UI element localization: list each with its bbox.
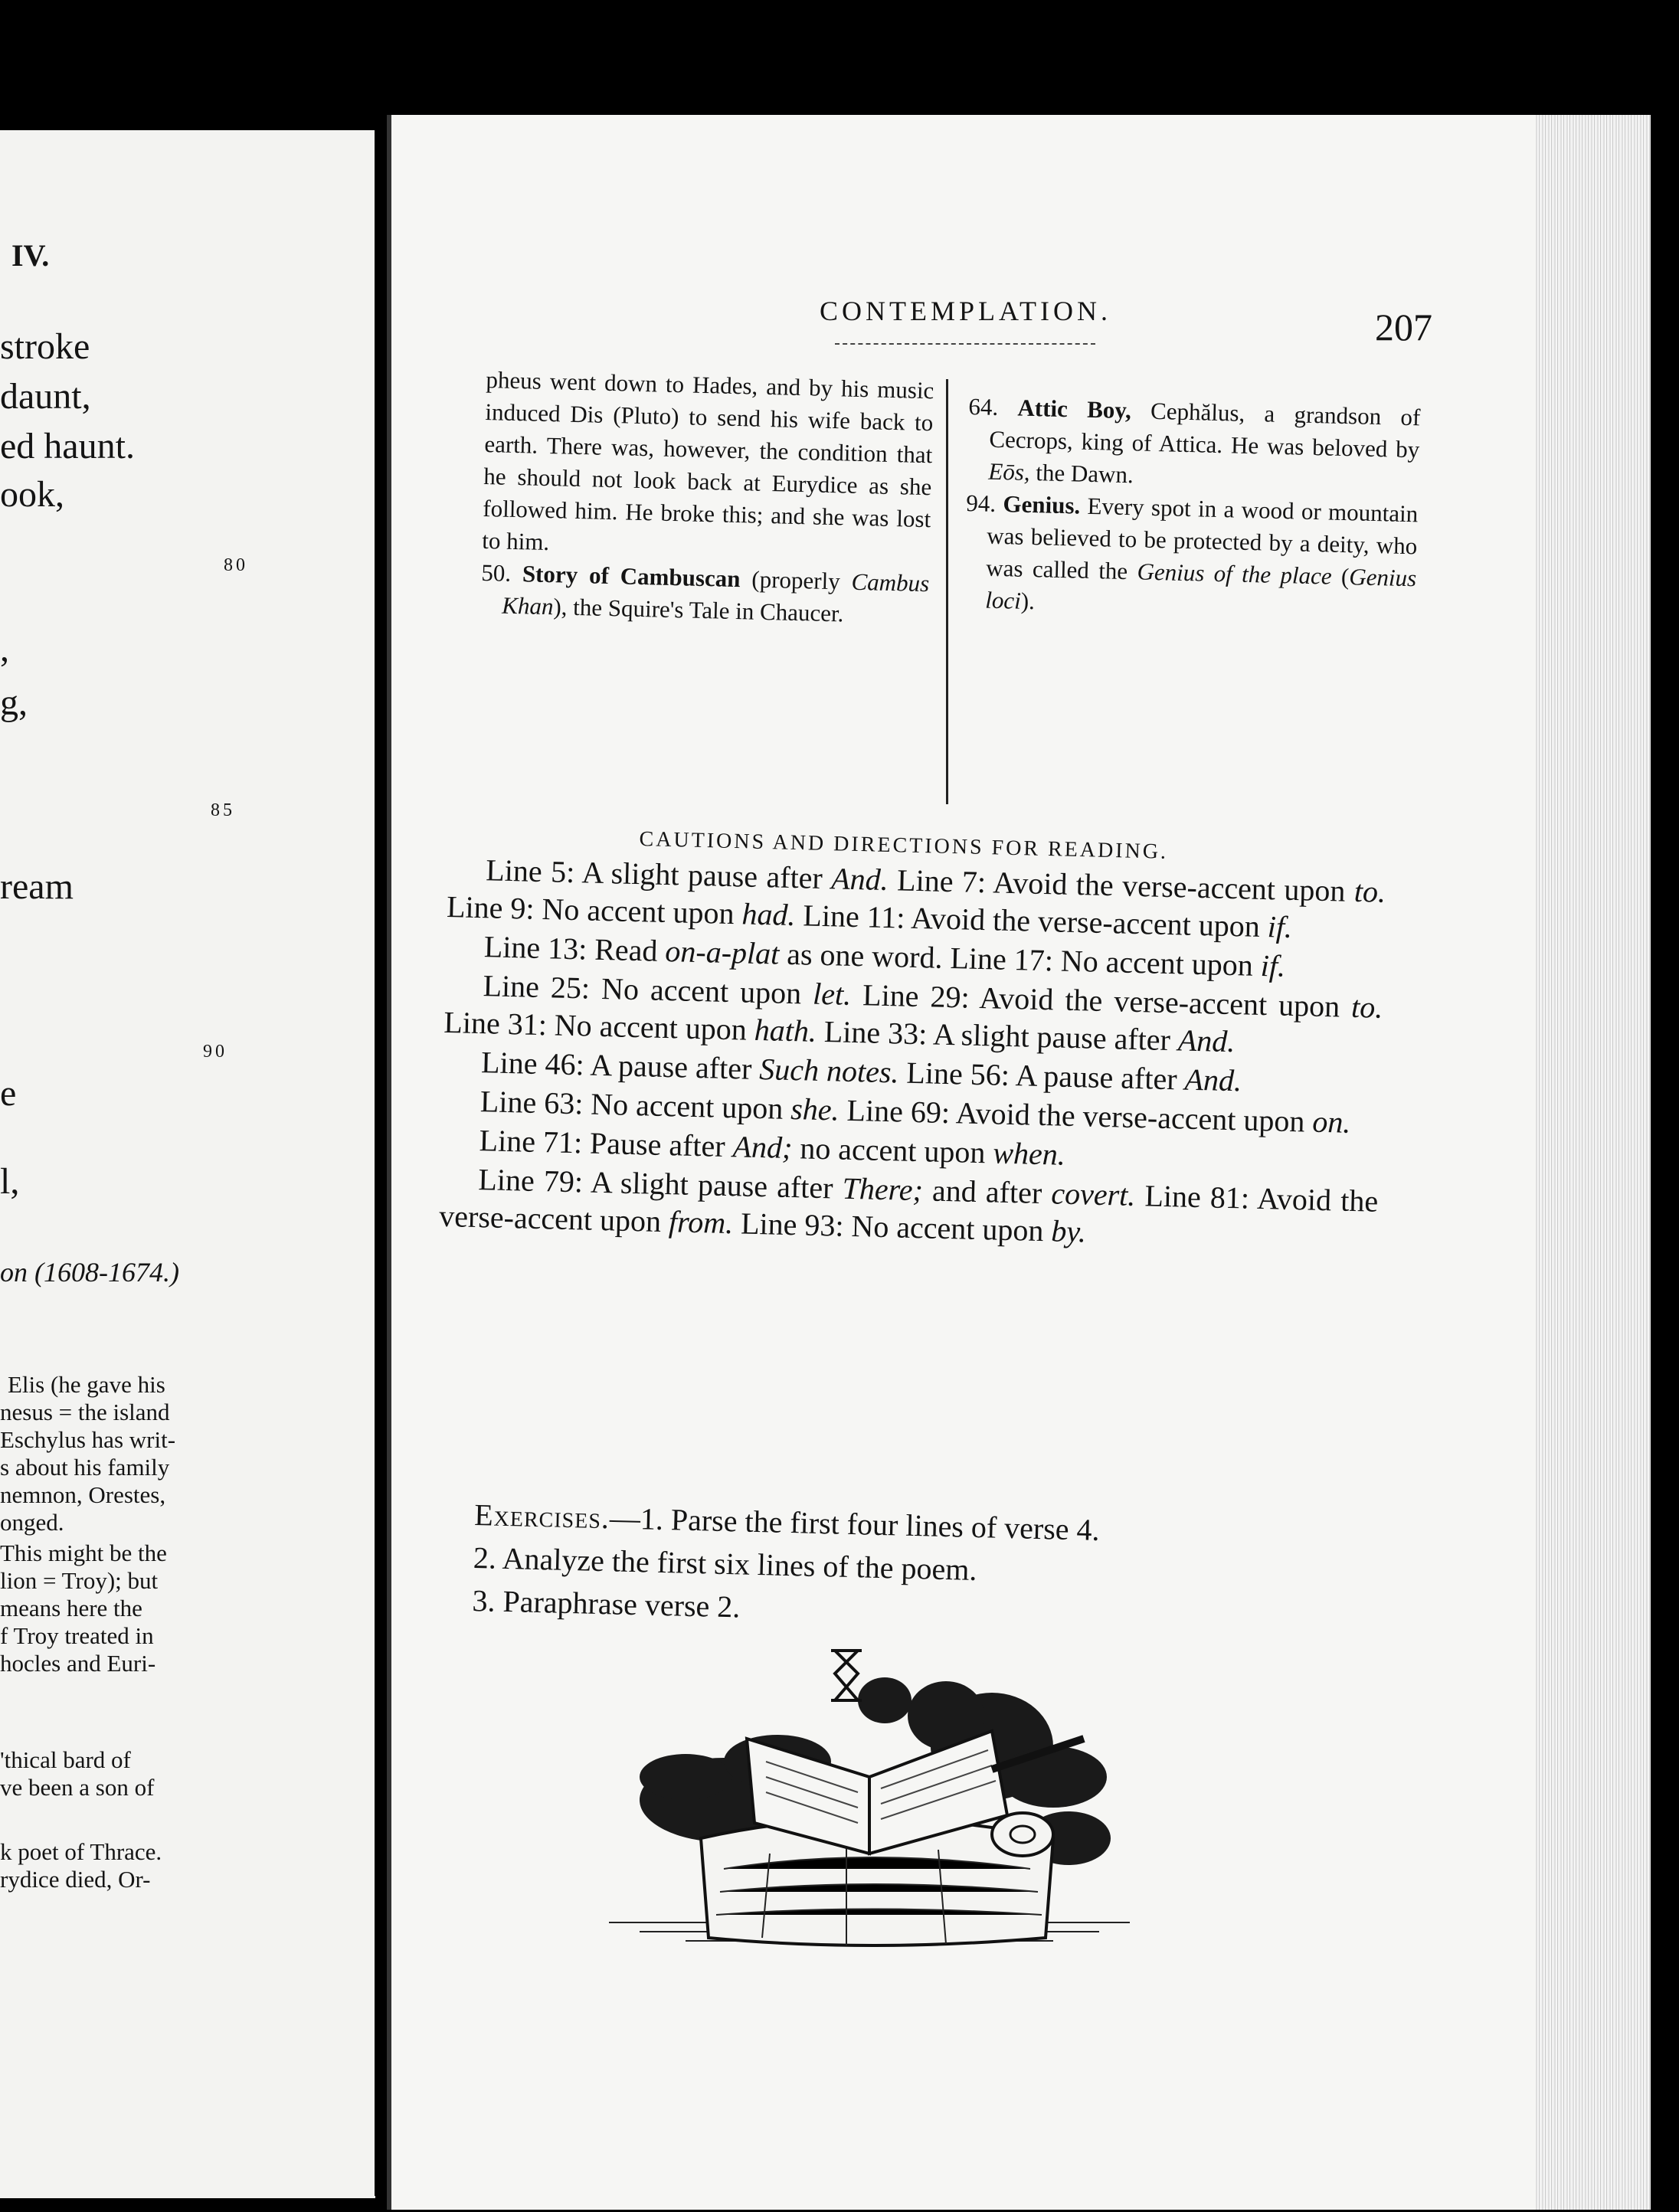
note-text: ), the Squire's Tale in Chaucer. — [553, 593, 844, 627]
exercises — [472, 1494, 1100, 1638]
caution-italic: There; — [842, 1170, 924, 1208]
line-number: 80 — [224, 555, 248, 575]
note-text: the Dawn. — [1035, 459, 1134, 489]
line-number: 85 — [211, 800, 235, 820]
head-rule — [835, 343, 1095, 345]
caution-italic: she. — [790, 1091, 840, 1127]
exercise-text: —1. Parse the first four lines of verse 4. — [609, 1500, 1101, 1547]
exercises-label: Exercises. — [473, 1497, 610, 1536]
verse-fragment: l, — [0, 1161, 20, 1202]
caution-text: and after — [931, 1173, 1042, 1211]
note-italic: Genius loci — [984, 563, 1417, 614]
caution-italic: had. — [741, 896, 797, 933]
note-text: Every spot in a wood or mountain was believed to be protected by a deity, who was called the — [985, 492, 1419, 585]
author-dates: on (1608-1674.) — [0, 1257, 179, 1288]
note-fragment: nesus = the island — [0, 1399, 170, 1425]
verse-fragment: g, — [0, 682, 28, 723]
caution-italic: And. — [1177, 1023, 1236, 1059]
note-fragment: s about his family — [0, 1454, 170, 1481]
verse-fragment: , — [0, 629, 9, 669]
note-fragment: 'thical bard of — [0, 1746, 131, 1773]
note-94 — [964, 487, 1419, 627]
caution-italic: to. — [1350, 989, 1383, 1025]
note-number: 94. — [965, 489, 997, 517]
gutter-line — [375, 124, 381, 2196]
running-head: CONTEMPLATION. — [820, 296, 1111, 326]
page-number: 207 — [1375, 306, 1432, 348]
note-text: (properly — [751, 565, 841, 595]
note-italic: Genius of the place — [1137, 558, 1333, 590]
verse-fragment: ed haunt. — [0, 426, 135, 466]
caution-italic: covert. — [1050, 1176, 1136, 1213]
chapter-heading: IV. — [11, 238, 50, 273]
note-italic: Eōs, — [988, 457, 1031, 486]
caution-text: Line 33: A slight pause after — [823, 1014, 1171, 1058]
caution-text: Line 93: No accent upon — [740, 1206, 1045, 1248]
caution-italic: on-a-plat — [664, 933, 780, 971]
notes-divider — [946, 379, 948, 804]
caution-text: Line 5: A slight pause after — [485, 852, 823, 895]
caution-text: Line 81: Avoid the verse-accent upon — [438, 1178, 1379, 1239]
note-term: Story of Cambuscan — [522, 560, 741, 593]
caution-italic: when. — [992, 1135, 1066, 1172]
note-number: 64. — [968, 392, 999, 420]
note-fragment: rydice died, Or- — [0, 1866, 151, 1893]
line-number: 90 — [203, 1042, 227, 1062]
page-edge-left — [387, 115, 391, 2210]
exercise-3: 3. Paraphrase verse 2. — [472, 1582, 741, 1625]
note-text: Cephălus, a grandson of Cecrops, king of Attica. He was beloved by — [989, 397, 1421, 463]
caution-italic: hath. — [754, 1012, 817, 1049]
caution-italic: if. — [1260, 947, 1286, 983]
right-page — [387, 115, 1651, 2210]
caution-text: Line 69: Avoid the verse-accent upon — [846, 1092, 1305, 1139]
caution-italic: by. — [1050, 1213, 1087, 1249]
caution-italic: to. — [1353, 873, 1386, 909]
verse-fragment: ream — [0, 866, 74, 907]
caution-text: Line 71: Pause after — [479, 1123, 726, 1163]
note-term: Attic Boy, — [1017, 394, 1132, 424]
note-50 — [480, 557, 930, 632]
note-term: Genius. — [1003, 490, 1081, 519]
caution-text: Line 29: Avoid the verse-accent upon — [862, 977, 1340, 1024]
verse-fragment: e — [0, 1073, 17, 1114]
caution-text: Line 13: Read — [483, 929, 659, 968]
caution-italic: on. — [1311, 1104, 1351, 1140]
caution-text: Line 9: No accent upon — [446, 888, 735, 931]
note-italic: Cambus Khan — [501, 568, 930, 620]
note-fragment: f Troy treated in — [0, 1622, 154, 1649]
verse-fragment: ook, — [0, 474, 64, 515]
notes-column-right — [964, 391, 1421, 627]
exercise-2: 2. Analyze the first six lines of the poem. — [473, 1540, 977, 1588]
note-fragment: hocles and Euri- — [0, 1650, 156, 1677]
notes-column-left — [480, 364, 934, 632]
note-fragment: k poet of Thrace. — [0, 1838, 162, 1865]
note-fragment: onged. — [0, 1509, 64, 1536]
caution-text: no accent upon — [799, 1131, 987, 1170]
cautions-heading: CAUTIONS AND DIRECTIONS FOR READING. — [639, 827, 1169, 864]
caution-italic: let. — [812, 976, 852, 1012]
note-fragment: ve been a son of — [0, 1774, 155, 1801]
caution-italic: And; — [732, 1129, 793, 1166]
verse-fragment: daunt, — [0, 376, 91, 417]
caution-text: Line 56: A pause after — [905, 1055, 1178, 1097]
caution-text: Line 79: A slight pause after — [477, 1162, 834, 1206]
caution-italic: And. — [1184, 1062, 1242, 1098]
caution-text: Line 46: A pause after — [480, 1045, 752, 1086]
caution-italic: Such notes. — [758, 1052, 900, 1090]
note-fragment: lion = Troy); but — [0, 1567, 159, 1594]
cautions-body — [439, 850, 1386, 1259]
caution-text: as one word. Line 17: No accent upon — [786, 936, 1254, 983]
note-continued: pheus went down to Hades, and by his music induced Dis (Pluto) to send his wife back to earth. There was, however, the condition that he should not look back at Eurydice as she followed him. He broke this; and she was lost to him. — [481, 365, 934, 556]
caution-text: Line 31: No accent upon — [443, 1004, 748, 1047]
left-page — [0, 130, 375, 2198]
caution-italic: from. — [668, 1204, 734, 1241]
note-number: 50. — [480, 558, 512, 587]
caution-italic: if. — [1267, 909, 1293, 944]
note-fragment: Elis (he gave his — [8, 1371, 165, 1398]
note-64 — [967, 391, 1421, 498]
caution-text: Line 63: No accent upon — [479, 1084, 784, 1126]
caution-text: Line 7: Avoid the verse-accent upon — [896, 862, 1347, 908]
page-edges — [1536, 115, 1651, 2210]
note-fragment: This might be the — [0, 1540, 167, 1566]
caution-italic: And. — [830, 861, 889, 898]
caution-text: Line 25: No accent upon — [483, 968, 802, 1011]
caution-text: Line 11: Avoid the verse-accent upon — [802, 898, 1261, 944]
note-fragment: nemnon, Orestes, — [0, 1481, 166, 1508]
book-vignette-engraving — [594, 1647, 1145, 1968]
note-text: ( — [1340, 562, 1350, 591]
note-fragment: means here the — [0, 1595, 142, 1621]
note-fragment: Eschylus has writ- — [0, 1426, 176, 1453]
note-text: ). — [1020, 587, 1036, 615]
verse-fragment: stroke — [0, 326, 90, 367]
